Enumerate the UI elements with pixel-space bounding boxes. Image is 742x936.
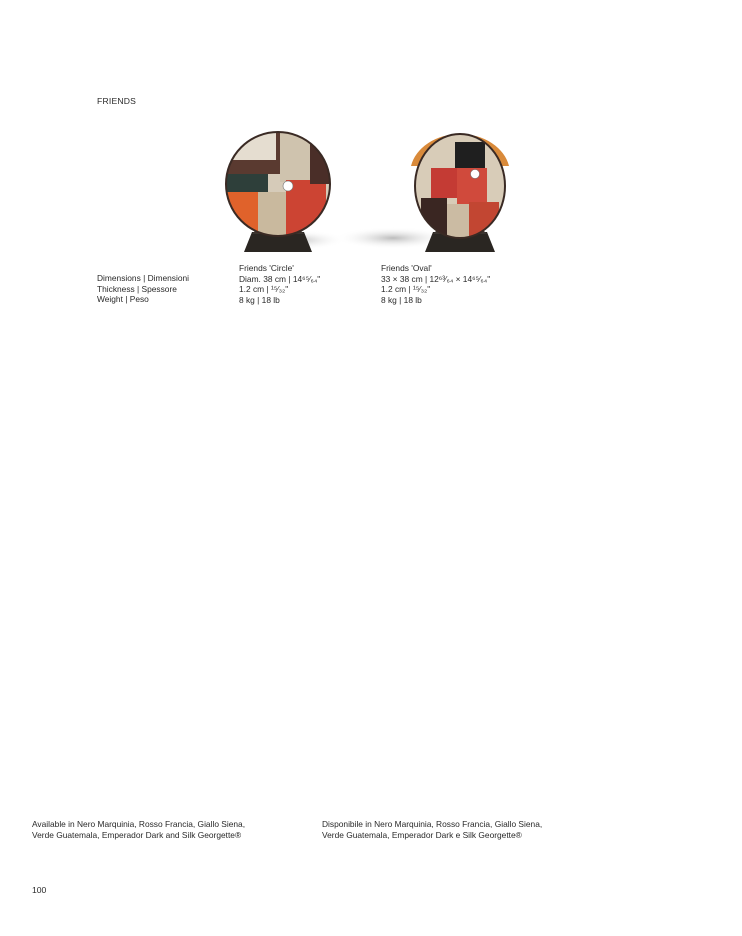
product-dimensions: Diam. 38 cm | 14⁶⁵⁄₆₄" xyxy=(239,273,321,284)
product-weight: 8 kg | 18 lb xyxy=(381,294,422,305)
availability-it-line-1: Disponibile in Nero Marquinia, Rosso Francia, Giallo Siena, xyxy=(322,819,543,829)
availability-en-line-1: Available in Nero Marquinia, Rosso Francia, Giallo Siena, xyxy=(32,819,246,829)
availability-italian xyxy=(322,819,622,841)
product-name: Friends 'Circle' xyxy=(239,263,294,273)
product-circle-specs xyxy=(239,263,320,305)
friends-oval-image xyxy=(335,124,525,260)
spec-labels xyxy=(97,273,189,305)
page-number: 100 xyxy=(32,885,47,895)
product-dimensions: 33 × 38 cm | 12⁶³⁄₆₄ × 14⁶⁵⁄₆₄" xyxy=(381,273,491,284)
product-weight: 8 kg | 18 lb xyxy=(239,294,280,305)
section-title: FRIENDS xyxy=(97,96,137,106)
dimensions-label: Dimensions | Dimensioni xyxy=(97,273,190,283)
product-oval-specs xyxy=(381,263,490,305)
availability-en-line-2: Verde Guatemala, Emperador Dark and Silk Georgette® xyxy=(32,829,242,840)
product-thickness: 1.2 cm | ¹⁵⁄₃₂" xyxy=(239,284,289,295)
weight-label: Weight | Peso xyxy=(97,294,149,305)
availability-it-line-2: Verde Guatemala, Emperador Dark e Silk Georgette® xyxy=(322,829,522,840)
availability-english xyxy=(32,819,292,841)
product-thickness: 1.2 cm | ¹⁵⁄₃₂" xyxy=(381,284,431,295)
friends-circle-image xyxy=(208,124,348,260)
product-name: Friends 'Oval' xyxy=(381,263,432,273)
thickness-label: Thickness | Spessore xyxy=(97,283,177,294)
